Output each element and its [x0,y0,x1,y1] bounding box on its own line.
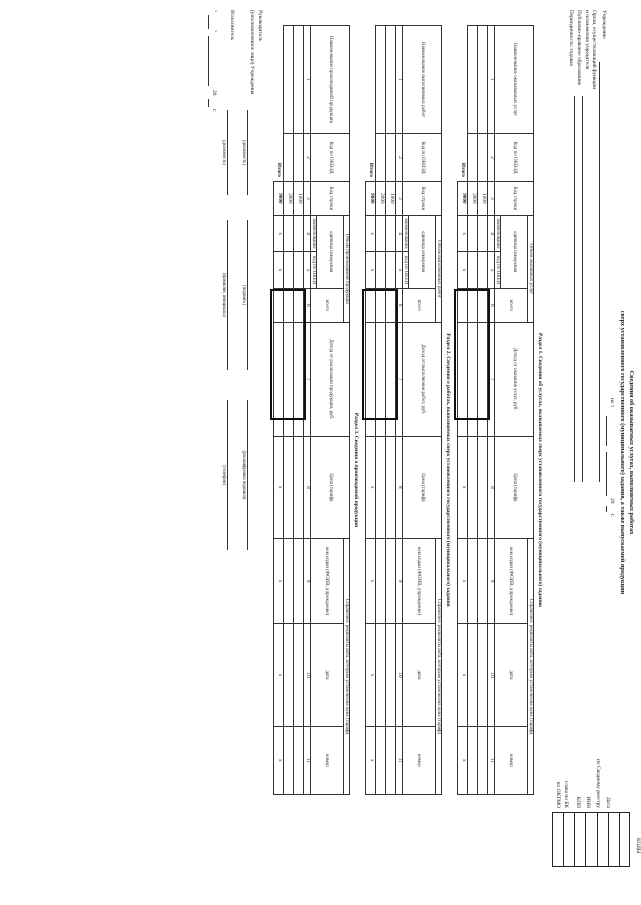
data-cell[interactable] [294,436,304,538]
x-mark: x [274,624,284,726]
col-number: 1 [304,26,311,134]
data-cell[interactable] [376,215,386,251]
data-cell[interactable] [376,436,386,538]
col-number: 2 [396,134,403,182]
col-number: 10 [304,624,311,726]
col-number: 11 [304,726,311,794]
col-number: 7 [396,322,403,436]
col-number: 8 [396,436,403,538]
data-cell[interactable] [478,624,488,726]
data-cell[interactable] [284,436,294,538]
codes-cell[interactable] [608,813,619,867]
col-number: 2 [304,134,311,182]
data-cell[interactable] [294,624,304,726]
data-cell[interactable] [478,26,488,134]
x-mark: x [274,436,284,538]
x-mark: x [274,252,284,288]
data-cell[interactable] [468,538,478,623]
total-code: 9000 [458,181,468,215]
data-cell[interactable] [468,215,478,251]
s3-h-unit-code: код по ОКЕИ [311,252,317,288]
s2-h-issuer: кем издан (ФОИВ, учреждение) [403,538,436,623]
col-number: 4 [488,215,495,251]
label-founder-2: и полномочия учредителя [584,10,590,70]
label-periodicity: Периодичность: годовая [568,10,574,66]
data-cell[interactable] [284,726,294,794]
code-label-oktmo: по ОКТМО [555,781,561,808]
s3-h-number: номер [311,726,344,794]
s3-h-volume: Объем производимой продукции [343,215,349,322]
section2-title: Раздел 2. Сведения о работах, выполняемых сверх установленного государственного (муниципального) задания [445,333,451,607]
col-number: 4 [304,215,311,251]
col-number: 1 [488,26,495,134]
data-cell[interactable] [478,252,488,288]
section2-highlight [362,289,398,420]
signature-caption-1: (подпись) [241,285,246,305]
label-public-entity: Публично-правовое образование [576,10,582,86]
s3-h-okved: Код по ОКВЭД [311,134,350,182]
data-cell[interactable] [468,252,478,288]
code-label-kpp: КПП [575,796,581,808]
s2-h-total: всего [403,288,436,322]
executor-label: Исполнитель [229,10,235,41]
date-prefix: на 1 [609,398,615,408]
codes-title: КОДЫ [635,838,641,854]
total-label: Итого [366,26,376,182]
s3-h-income: Доход от реализации продукции, руб. [311,322,350,436]
data-cell[interactable] [284,252,294,288]
x-mark: x [458,252,468,288]
s2-h-name: Наименование выполняемых работ [403,26,442,134]
s3-h-row-code: Код строки [311,181,350,215]
label-founder-1: Орган, осуществляющий функции [591,10,597,90]
sign-date-line [207,10,216,150]
date-quote-close: " [211,30,217,33]
col-number: 7 [304,322,311,436]
data-cell[interactable] [386,538,396,623]
s2-h-price: Цена (тариф) [403,436,442,538]
codes-cell[interactable] [552,813,563,867]
s3-h-date: дата [311,624,344,726]
s1-h-unit-name: наименование [495,215,501,251]
s2-h-unit-code: код по ОКЕИ [403,252,409,288]
col-number: 2 [488,134,495,182]
data-cell[interactable] [284,538,294,623]
s2-h-okved: Код по ОКВЭД [403,134,442,182]
col-number: 5 [304,252,311,288]
data-cell[interactable] [468,624,478,726]
data-cell[interactable] [284,26,294,134]
col-number: 9 [304,538,311,623]
section3-title: Раздел 3. Сведения о производимой продукции [353,412,359,528]
col-number: 9 [396,538,403,623]
data-cell[interactable] [386,252,396,288]
codes-cell[interactable] [620,813,630,867]
sign-year-prefix: 20 [211,90,217,96]
data-cell[interactable] [294,252,304,288]
data-cell[interactable] [284,215,294,251]
s2-h-unit: единица измерения [409,215,436,288]
code-label-bk: глава по БК [563,781,569,808]
col-number: 10 [488,624,495,726]
s2-h-unit-name: наименование [403,215,409,251]
s1-h-issuer: кем издан (ФОИВ, учреждение) [495,538,528,623]
x-mark: x [274,538,284,623]
col-number: 6 [488,288,495,322]
data-cell[interactable] [284,134,294,182]
s3-h-name: Наименование производимой продукции [311,26,350,134]
name-caption: (фамилия, инициалы) [221,272,226,318]
data-cell[interactable] [468,726,478,794]
x-mark: x [366,624,376,726]
data-cell[interactable] [376,538,386,623]
s1-h-name: Наименование оказываемых услуг [495,26,534,134]
s1-h-unit: единица измерения [501,215,528,288]
s1-h-row-code: Код строки [495,181,534,215]
col-number: 3 [488,181,495,215]
s1-h-ref: Справочно: реквизиты акта, которым установлена цена (тариф) [527,538,533,794]
data-cell[interactable] [468,436,478,538]
row-code: 2000 [376,181,386,215]
col-number: 9 [488,538,495,623]
date-quote-open: " [211,10,217,13]
col-number: 5 [396,252,403,288]
x-mark: x [366,215,376,251]
x-mark: x [458,215,468,251]
s1-h-okved: Код по ОКВЭД [495,134,534,182]
col-number: 11 [488,726,495,794]
data-cell[interactable] [376,726,386,794]
s1-h-total: всего [495,288,528,322]
data-cell[interactable] [478,436,488,538]
x-mark: x [274,726,284,794]
section1-title: Раздел 1. Сведения об услугах, оказываемых сверх установленного государственного (муниципального) задания [537,333,543,607]
data-cell[interactable] [386,624,396,726]
code-label-date: Дата [605,797,611,808]
s1-h-price: Цена (тариф) [495,436,534,538]
total-label: Итого [274,26,284,182]
s1-h-unit-code: код по ОКЕИ [495,252,501,288]
s1-h-date: дата [495,624,528,726]
x-mark: x [458,538,468,623]
x-mark: x [366,726,376,794]
codes-cell[interactable] [564,813,575,867]
head-label-2: (уполномоченное лицо) Учреждения [249,10,255,95]
col-number: 5 [488,252,495,288]
position-caption-2: (должность) [221,139,226,166]
codes-table [552,812,630,867]
total-code: 9000 [274,181,284,215]
data-cell[interactable] [478,726,488,794]
data-cell[interactable] [468,134,478,182]
s1-h-volume: Объем оказанных услуг [527,215,533,322]
codes-cell[interactable] [575,813,586,867]
year-prefix: 20 [609,498,615,504]
phone-caption: (телефон) [221,464,226,486]
x-mark: x [274,215,284,251]
s3-h-issuer: кем издан (ФОИВ, учреждение) [311,538,344,623]
data-cell[interactable] [468,26,478,134]
col-number: 8 [304,436,311,538]
s1-h-income: Доход от оказания услуг, руб. [495,322,534,436]
data-cell[interactable] [386,134,396,182]
col-number: 3 [396,181,403,215]
section3-highlight [270,289,306,420]
s1-h-number: номер [495,726,528,794]
code-label-inn: ИНН [585,796,591,808]
data-cell[interactable] [294,215,304,251]
data-cell[interactable] [386,726,396,794]
form-title-line1: Сведения об оказываемых услугах, выполняемых работах [628,370,635,535]
data-cell[interactable] [294,134,304,182]
s3-h-total: всего [311,288,344,322]
data-cell[interactable] [386,215,396,251]
s2-h-row-code: Код строки [403,181,442,215]
x-mark: x [366,538,376,623]
head-label-1: Руководитель [257,10,263,42]
col-number: 11 [396,726,403,794]
data-cell[interactable] [478,538,488,623]
data-cell[interactable] [294,538,304,623]
codes-cell[interactable] [597,813,608,867]
data-cell[interactable] [376,134,386,182]
s3-h-price: Цена (тариф) [311,436,350,538]
year-suffix: г. [609,514,615,517]
data-cell[interactable] [478,215,488,251]
data-cell[interactable] [376,624,386,726]
data-cell[interactable] [386,26,396,134]
x-mark: x [366,252,376,288]
row-code: 2000 [284,181,294,215]
form-title-line2: сверх установленного государственного (муниципального) задания, а также выпускаемой продукции [619,310,626,595]
row-code: 1000 [478,181,488,215]
position-caption-1: (должность) [241,139,246,166]
x-mark: x [458,726,468,794]
col-number: 8 [488,436,495,538]
data-cell[interactable] [376,252,386,288]
data-cell[interactable] [294,26,304,134]
decoding-caption: (расшифровка подписи) [241,450,246,500]
x-mark: x [458,436,468,538]
s3-h-ref: Справочно: реквизиты акта, которым установлена цена (тариф) [343,538,349,794]
x-mark: x [458,624,468,726]
code-label-registry: по Сводному реестру [595,759,601,808]
col-number: 6 [396,288,403,322]
section1-highlight [454,289,490,420]
col-number: 10 [396,624,403,726]
s3-h-unit: единица измерения [317,215,344,288]
row-code: 1000 [386,181,396,215]
col-number: 6 [304,288,311,322]
total-code: 9000 [366,181,376,215]
s2-h-income: Доход от выполнения работ, руб. [403,322,442,436]
row-code: 2000 [468,181,478,215]
sign-year-suffix: г. [211,109,217,112]
x-mark: x [366,436,376,538]
s2-h-number: номер [403,726,436,794]
data-cell[interactable] [478,134,488,182]
total-label: Итого [458,26,468,182]
row-code: 1000 [294,181,304,215]
label-institution: Учреждение [601,10,607,39]
s2-h-date: дата [403,624,436,726]
report-date-line [605,398,614,518]
col-number: 3 [304,181,311,215]
col-number: 4 [396,215,403,251]
codes-cell[interactable] [586,813,597,867]
s2-h-volume: Объем выполненных работ [435,215,441,322]
col-number: 1 [396,26,403,134]
data-cell[interactable] [284,624,294,726]
data-cell[interactable] [376,26,386,134]
s3-h-unit-name: наименование [311,215,317,251]
s2-h-ref: Справочно: реквизиты акта, которым установлена цена (тариф) [435,538,441,794]
data-cell[interactable] [294,726,304,794]
data-cell[interactable] [386,436,396,538]
col-number: 7 [488,322,495,436]
